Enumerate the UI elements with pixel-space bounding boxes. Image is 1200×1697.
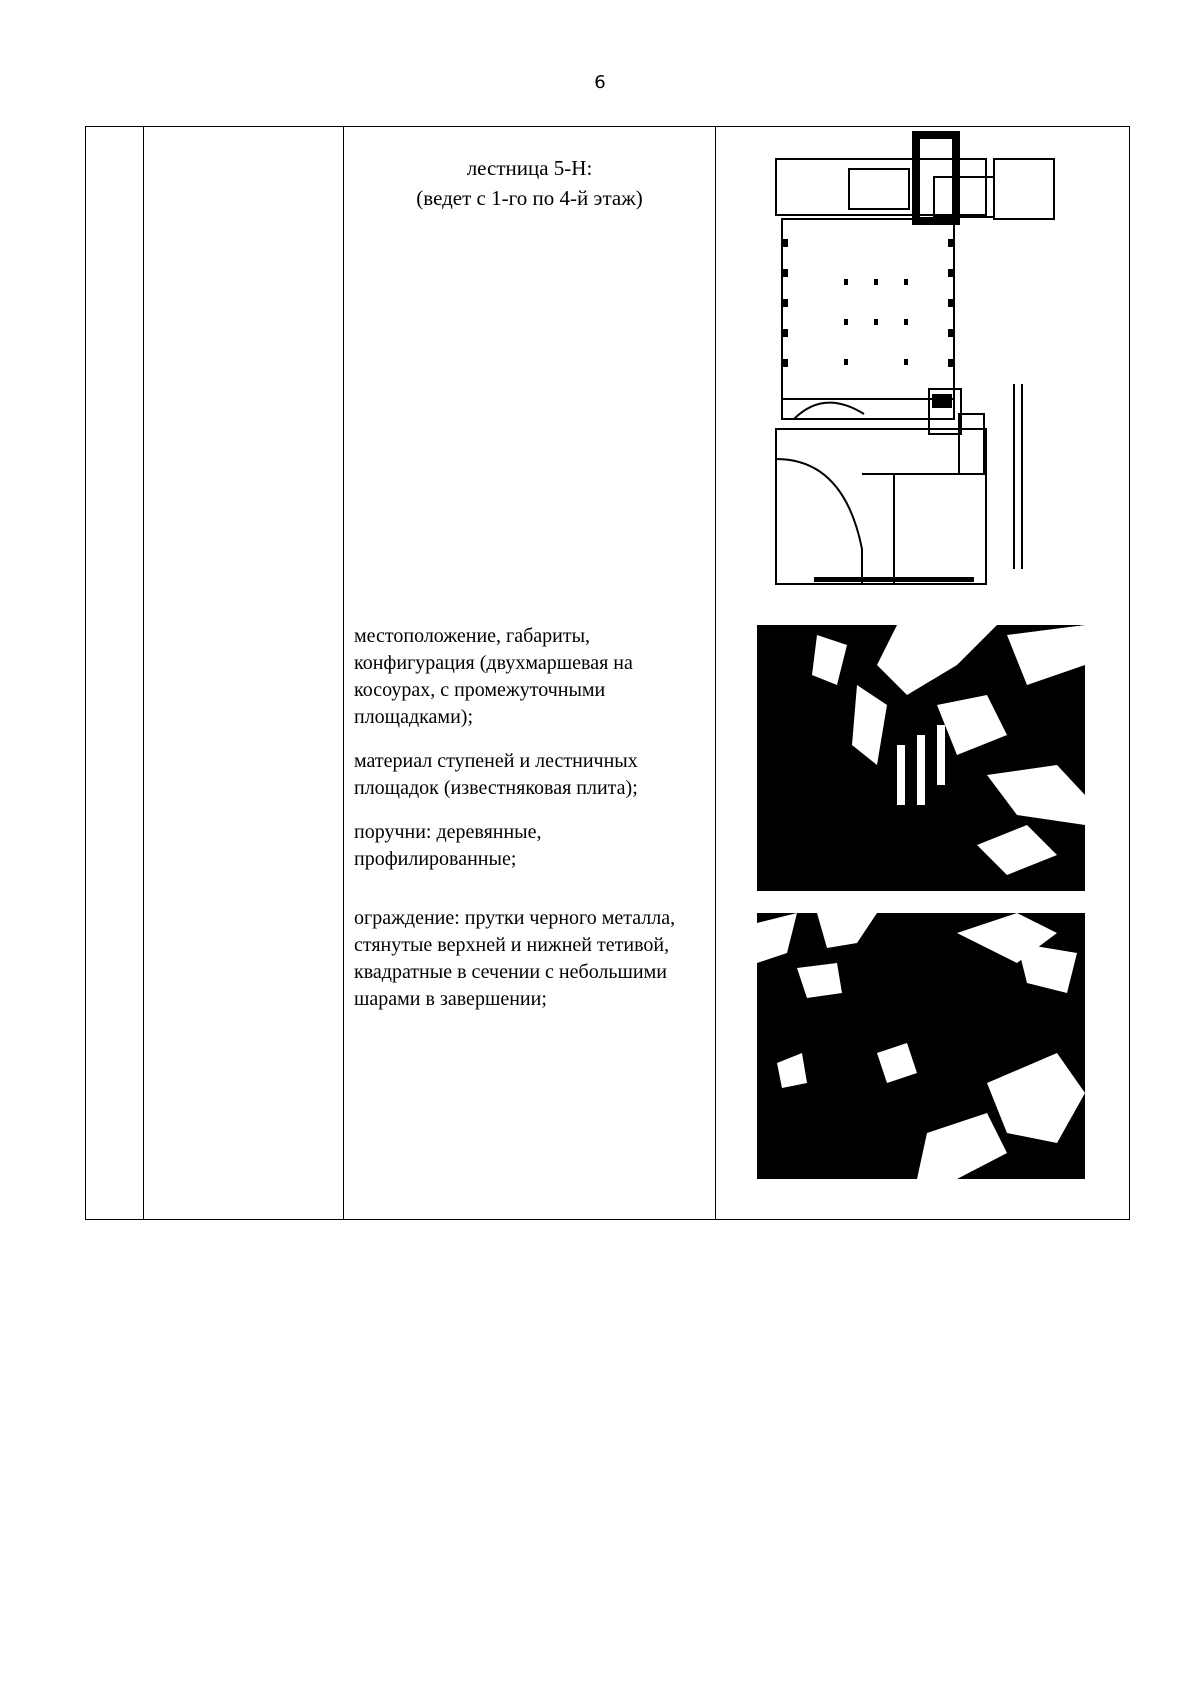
stair-title-line1: лестница 5-Н:	[466, 156, 593, 180]
feature-railing: ограждение: прутки черного металла, стянутые верхней и нижней тетивой, квадратные в сечении с небольшими шарами в завершении;	[354, 907, 676, 1010]
page-number: 6	[594, 72, 606, 93]
feature-location: местоположение, габариты, конфигурация (двухмаршевая на косоурах, с промежуточными площадками);	[354, 625, 633, 728]
table-row	[86, 127, 1130, 1220]
staircase-photo	[757, 625, 1085, 891]
stair-title	[344, 153, 715, 213]
cell-images	[716, 127, 1130, 1220]
feature-steps-material: материал ступеней и лестничных площадок (известняковая плита);	[354, 750, 638, 799]
cell-object	[144, 127, 344, 1220]
feature-list	[354, 623, 695, 1030]
feature-handrails: поручни: деревянные, профилированные;	[354, 821, 542, 870]
floor-plan-image	[754, 129, 1082, 599]
monument-table	[85, 126, 1130, 1220]
cell-description	[344, 127, 716, 1220]
railing-photo	[757, 913, 1085, 1179]
stair-title-line2: (ведет с 1-го по 4-й этаж)	[416, 186, 643, 210]
cell-number	[86, 127, 144, 1220]
